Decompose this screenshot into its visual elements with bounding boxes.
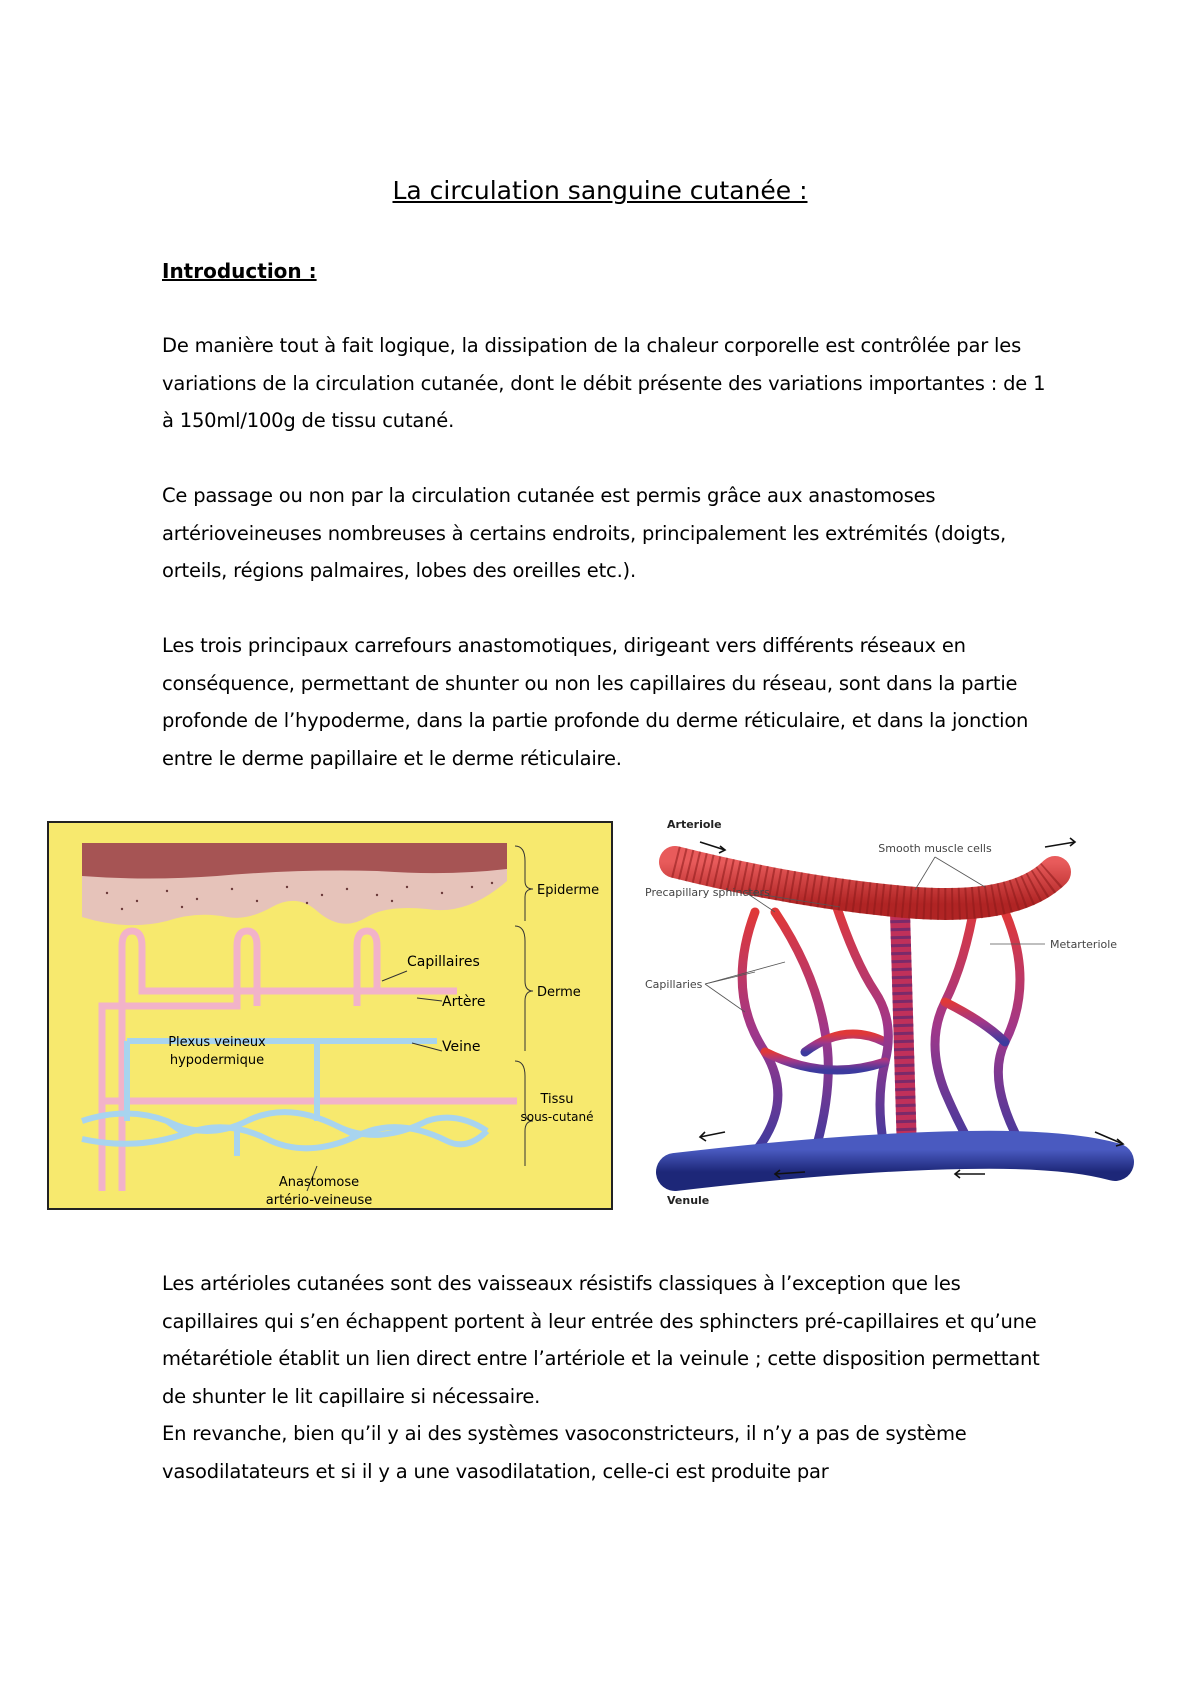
label-precapillary-sphincters: Precapillary sphincters [645,886,770,899]
metarteriole [900,912,907,1152]
label-artere: Artère [442,994,486,1010]
label-tissu: Tissu [540,1092,574,1107]
label-anastomose-2: artério-veineuse [265,1193,373,1208]
label-derme: Derme [537,985,581,1000]
paragraph-5: En revanche, bien qu’il y ai des systèmes vasoconstricteurs, il n’y a pas de système vasodilatateurs et si il y a une vasodilatation, celle-ci est produite par [162,1422,967,1483]
label-anastomose-1: Anastomose [278,1175,360,1190]
section-heading-introduction: Introduction : [162,259,317,283]
venule-vessel [675,1150,1115,1172]
paragraph-1: De manière tout à fait logique, la dissipation de la chaleur corporelle est contrôlée par les variations de la circulation cutanée, dont le débit présente des variations importantes : de 1 à 150ml/100g de tissu cutané. [162,334,1046,432]
label-veine: Veine [442,1039,481,1055]
label-sous-cutane: sous-cutané [520,1110,594,1124]
capillary-bed-diagram [645,818,1155,1210]
label-plexus-1: Plexus veineux [168,1035,266,1050]
page-title: La circulation sanguine cutanée : [392,176,808,205]
label-capillaries: Capillaries [645,978,703,991]
paragraph-2: Ce passage ou non par la circulation cutanée est permis grâce aux anastomoses artérioveineuses nombreuses à certains endroits, principalement les extrémités (doigts, orteils, régions palmaires, lobes des oreilles etc.). [162,484,1006,582]
paragraph-4: Les artérioles cutanées sont des vaisseaux résistifs classiques à l’exception que les capillaires qui s’en échappent portent à leur entrée des sphincters pré-capillaires et qu’une métarétiole établit un lien direct entre l’artériole et la veinule ; cette disposition permettant de shunter le lit capillaire si nécessaire. [162,1272,1040,1408]
label-arteriole: Arteriole [667,818,722,831]
label-metarteriole: Metarteriole [1050,938,1118,951]
label-venule: Venule [667,1194,710,1207]
label-epiderme: Epiderme [537,883,600,898]
label-plexus-2: hypodermique [169,1053,265,1068]
skin-circulation-diagram [47,821,613,1210]
label-smooth-muscle: Smooth muscle cells [878,842,992,855]
paragraph-3: Les trois principaux carrefours anastomotiques, dirigeant vers différents réseaux en conséquence, permettant de shunter ou non les capillaires du réseau, sont dans la partie profonde de l’hypoderme, dans la partie profonde du derme réticulaire, et dans la jonction entre le derme papillaire et le derme réticulaire. [162,634,1029,770]
capillary-network [742,902,1025,1152]
label-capillaires: Capillaires [407,954,480,970]
